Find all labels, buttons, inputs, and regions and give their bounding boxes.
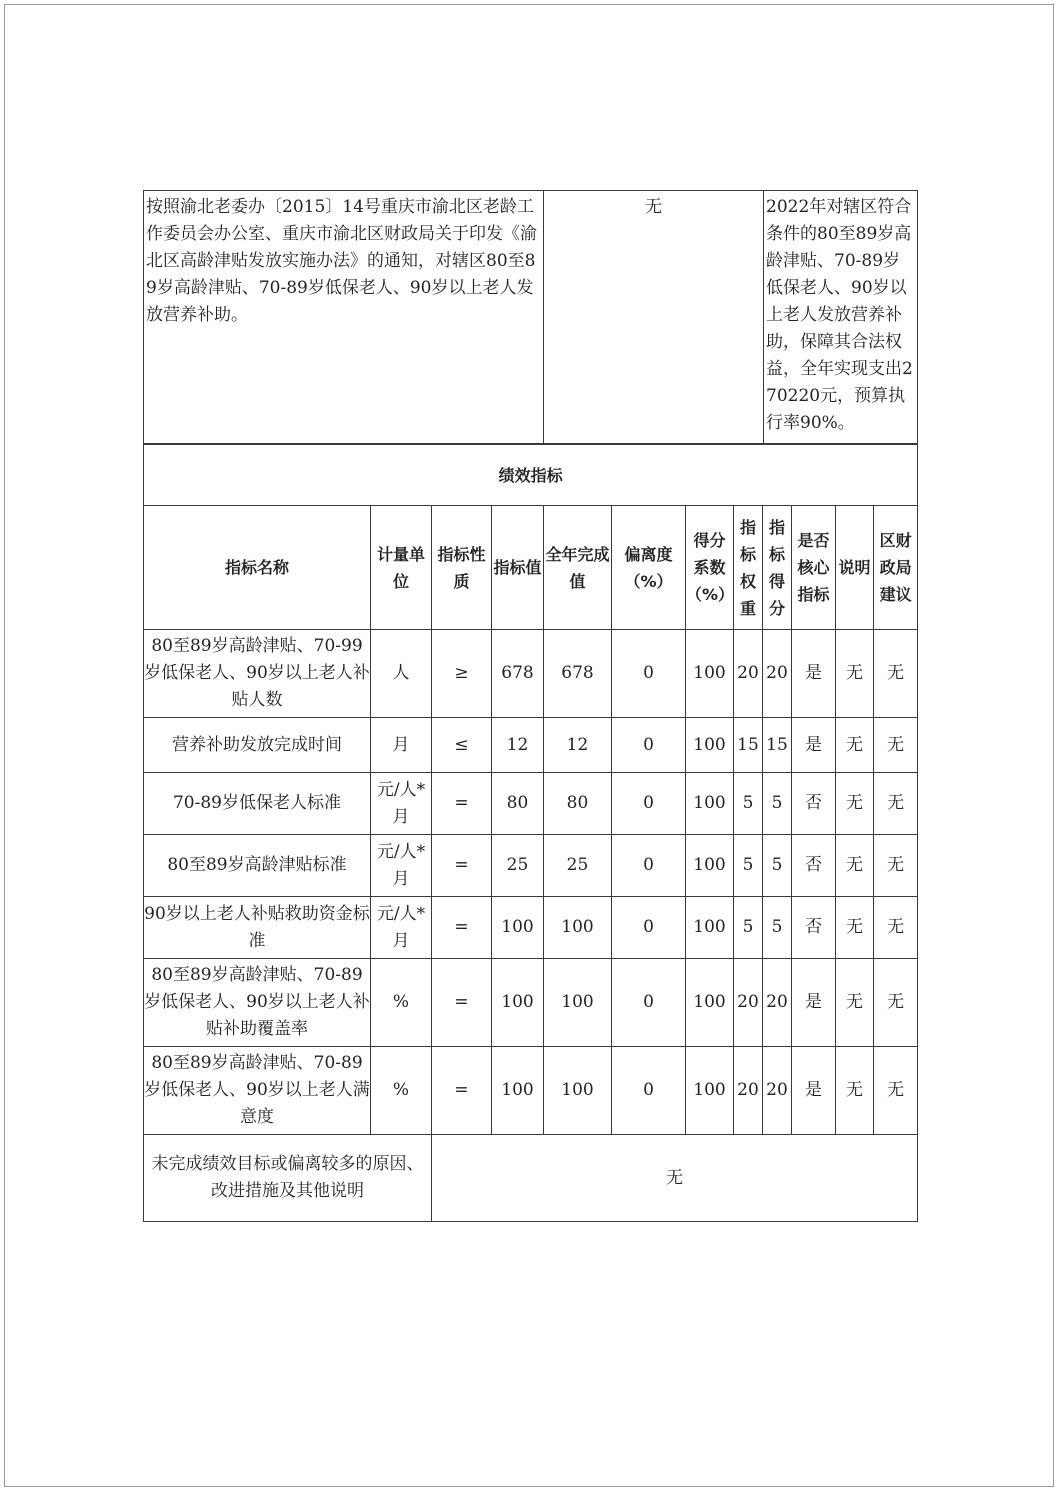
cell-nature: = xyxy=(432,773,492,835)
cell-unit: % xyxy=(371,1047,432,1135)
cell-unit: 元/人*月 xyxy=(371,835,432,897)
summary-row xyxy=(144,191,918,444)
cell-weight: 5 xyxy=(734,773,763,835)
table-row xyxy=(144,630,918,718)
cell-weight: 5 xyxy=(734,897,763,959)
cell-target: 100 xyxy=(492,897,544,959)
header-score: 指标得分 xyxy=(763,506,792,630)
cell-score: 20 xyxy=(763,1047,792,1135)
cell-target: 100 xyxy=(492,959,544,1047)
cell-coef: 100 xyxy=(686,1047,734,1135)
cell-coef: 100 xyxy=(686,959,734,1047)
cell-note: 无 xyxy=(836,897,874,959)
cell-target: 25 xyxy=(492,835,544,897)
cell-core: 是 xyxy=(792,959,836,1047)
cell-deviation: 0 xyxy=(612,1047,686,1135)
summary-result: 2022年对辖区符合条件的80至89岁高龄津贴、70-89岁低保老人、90岁以上老人发放营养补助，保障其合法权益，全年实现支出270220元，预算执行率90%。 xyxy=(764,191,918,444)
cell-weight: 5 xyxy=(734,835,763,897)
header-unit: 计量单位 xyxy=(371,506,432,630)
cell-coef: 100 xyxy=(686,630,734,718)
header-note: 说明 xyxy=(836,506,874,630)
summary-content: 按照渝北老委办〔2015〕14号重庆市渝北区老龄工作委员会办公室、重庆市渝北区财政局关于印发《渝北区高龄津贴发放实施办法》的通知，对辖区80至89岁高龄津贴、70-89岁低保老人、90岁以上老人发放营养补助。 xyxy=(144,191,544,444)
cell-note: 无 xyxy=(836,630,874,718)
cell-name: 80至89岁高龄津贴、70-99岁低保老人、90岁以上老人补贴人数 xyxy=(144,630,371,718)
cell-coef: 100 xyxy=(686,897,734,959)
cell-score: 20 xyxy=(763,959,792,1047)
cell-core: 否 xyxy=(792,835,836,897)
cell-note: 无 xyxy=(836,773,874,835)
cell-actual: 80 xyxy=(544,773,612,835)
performance-table xyxy=(143,444,918,1222)
cell-core: 否 xyxy=(792,773,836,835)
cell-advice: 无 xyxy=(874,718,918,773)
cell-actual: 678 xyxy=(544,630,612,718)
header-row xyxy=(144,506,918,630)
cell-coef: 100 xyxy=(686,835,734,897)
table-row xyxy=(144,897,918,959)
table-row xyxy=(144,1047,918,1135)
cell-core: 是 xyxy=(792,1047,836,1135)
cell-advice: 无 xyxy=(874,897,918,959)
cell-nature: = xyxy=(432,959,492,1047)
cell-advice: 无 xyxy=(874,835,918,897)
cell-target: 100 xyxy=(492,1047,544,1135)
cell-name: 80至89岁高龄津贴、70-89岁低保老人、90岁以上老人补贴补助覆盖率 xyxy=(144,959,371,1047)
cell-score: 5 xyxy=(763,897,792,959)
cell-name: 80至89岁高龄津贴、70-89岁低保老人、90岁以上老人满意度 xyxy=(144,1047,371,1135)
cell-target: 678 xyxy=(492,630,544,718)
cell-weight: 20 xyxy=(734,1047,763,1135)
cell-nature: = xyxy=(432,1047,492,1135)
cell-actual: 25 xyxy=(544,835,612,897)
cell-deviation: 0 xyxy=(612,959,686,1047)
cell-name: 80至89岁高龄津贴标准 xyxy=(144,835,371,897)
header-coef: 得分系数（%） xyxy=(686,506,734,630)
cell-actual: 100 xyxy=(544,897,612,959)
header-name: 指标名称 xyxy=(144,506,371,630)
cell-coef: 100 xyxy=(686,773,734,835)
cell-actual: 100 xyxy=(544,959,612,1047)
cell-weight: 20 xyxy=(734,959,763,1047)
table-row xyxy=(144,718,918,773)
summary-table xyxy=(143,190,918,444)
cell-core: 否 xyxy=(792,897,836,959)
cell-target: 12 xyxy=(492,718,544,773)
cell-core: 是 xyxy=(792,718,836,773)
cell-score: 5 xyxy=(763,773,792,835)
cell-score: 20 xyxy=(763,630,792,718)
cell-unit: 元/人*月 xyxy=(371,773,432,835)
cell-nature: ≥ xyxy=(432,630,492,718)
header-nature: 指标性质 xyxy=(432,506,492,630)
table-row xyxy=(144,959,918,1047)
cell-note: 无 xyxy=(836,718,874,773)
cell-core: 是 xyxy=(792,630,836,718)
cell-advice: 无 xyxy=(874,630,918,718)
cell-unit: 月 xyxy=(371,718,432,773)
cell-unit: 人 xyxy=(371,630,432,718)
header-deviation: 偏离度（%） xyxy=(612,506,686,630)
header-core: 是否核心指标 xyxy=(792,506,836,630)
summary-middle: 无 xyxy=(544,191,764,444)
header-actual: 全年完成值 xyxy=(544,506,612,630)
cell-nature: = xyxy=(432,897,492,959)
table-row xyxy=(144,773,918,835)
cell-deviation: 0 xyxy=(612,897,686,959)
footer-row xyxy=(144,1135,918,1222)
cell-name: 营养补助发放完成时间 xyxy=(144,718,371,773)
cell-deviation: 0 xyxy=(612,630,686,718)
cell-name: 70-89岁低保老人标准 xyxy=(144,773,371,835)
cell-weight: 20 xyxy=(734,630,763,718)
cell-note: 无 xyxy=(836,1047,874,1135)
cell-advice: 无 xyxy=(874,959,918,1047)
header-weight: 指标权重 xyxy=(734,506,763,630)
section-title: 绩效指标 xyxy=(144,445,918,506)
cell-coef: 100 xyxy=(686,718,734,773)
footer-value: 无 xyxy=(432,1135,918,1222)
cell-target: 80 xyxy=(492,773,544,835)
cell-deviation: 0 xyxy=(612,773,686,835)
cell-deviation: 0 xyxy=(612,835,686,897)
cell-nature: ≤ xyxy=(432,718,492,773)
cell-deviation: 0 xyxy=(612,718,686,773)
cell-advice: 无 xyxy=(874,773,918,835)
footer-label: 未完成绩效目标或偏离较多的原因、改进措施及其他说明 xyxy=(144,1135,432,1222)
cell-unit: 元/人*月 xyxy=(371,897,432,959)
cell-score: 15 xyxy=(763,718,792,773)
cell-actual: 100 xyxy=(544,1047,612,1135)
cell-unit: % xyxy=(371,959,432,1047)
header-advice: 区财政局建议 xyxy=(874,506,918,630)
header-target: 指标值 xyxy=(492,506,544,630)
cell-name: 90岁以上老人补贴救助资金标准 xyxy=(144,897,371,959)
cell-note: 无 xyxy=(836,959,874,1047)
cell-actual: 12 xyxy=(544,718,612,773)
cell-weight: 15 xyxy=(734,718,763,773)
cell-nature: = xyxy=(432,835,492,897)
cell-score: 5 xyxy=(763,835,792,897)
cell-note: 无 xyxy=(836,835,874,897)
table-row xyxy=(144,835,918,897)
cell-advice: 无 xyxy=(874,1047,918,1135)
